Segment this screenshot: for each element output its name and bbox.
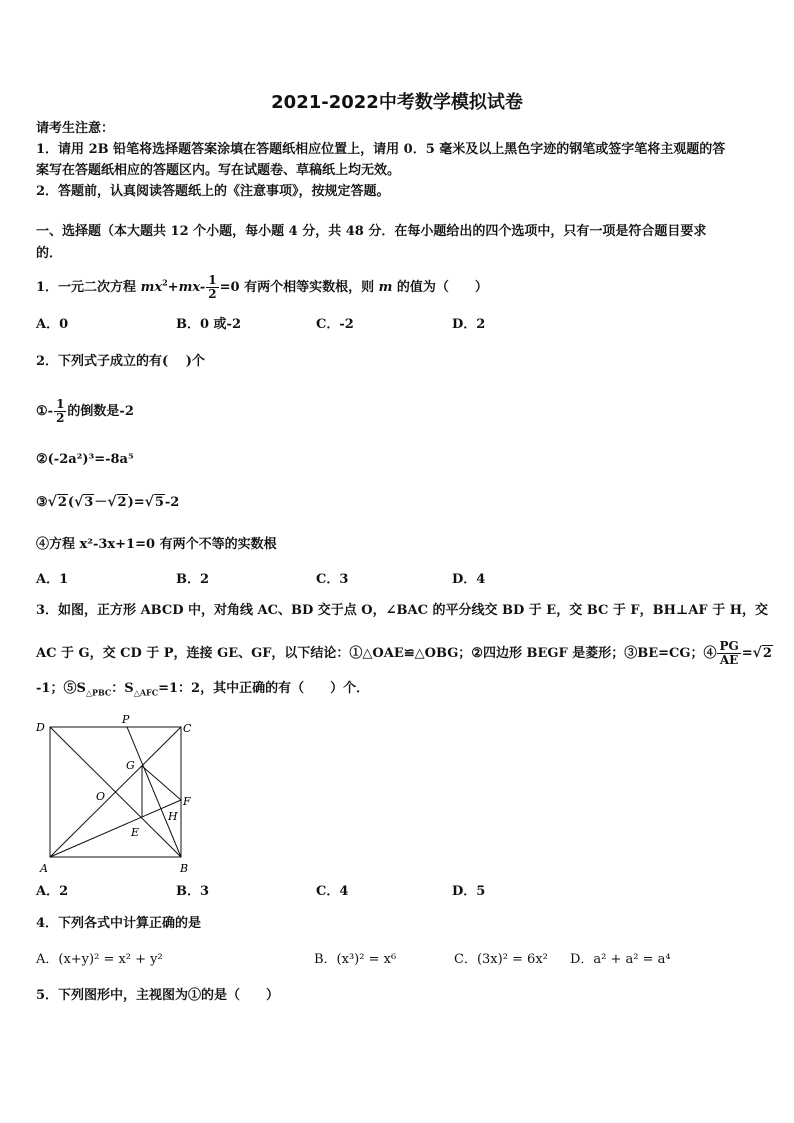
question-3-line-3: -1；$⑤S_{\triangle PBC}$：$S_{\triangle AFC}=1$：2，其中正确的有（ ）个． (36, 681, 370, 698)
page-title: 2021-2022中考数学模拟试卷 (271, 92, 523, 113)
question-3-figure (34, 712, 204, 880)
question-2-statement-2: ②(-2a²)³=-8a⁵ (36, 452, 134, 467)
label-d: D (36, 721, 45, 734)
question-4-stem: 4．下列各式中计算正确的是 (36, 916, 202, 931)
label-c: C (183, 722, 192, 735)
section-heading: 一、选择题（本大题共 12 个小题，每小题 4 分，共 48 分．在每小题给出的四个选项中，只有一项是符合题目要求 (36, 224, 707, 239)
question-2-option-c[interactable]: C．3 (316, 572, 349, 587)
question-4-option-b[interactable]: B．(x³)² = x⁶ (314, 952, 397, 967)
notice-line-1b: 案写在答题纸相应的答题区内。写在试题卷、草稿纸上均无效。 (36, 163, 401, 178)
question-2-option-b[interactable]: B．2 (176, 572, 210, 587)
question-1-option-c[interactable]: C．-2 (316, 317, 354, 332)
question-2-statement-4: ④方程 x²-3x+1=0 有两个不等的实数根 (36, 537, 277, 552)
question-3-option-d[interactable]: D．5 (452, 884, 486, 899)
label-g: G (126, 759, 135, 772)
line-gf (142, 766, 181, 800)
label-p: P (122, 713, 130, 726)
question-3-option-c[interactable]: C．4 (316, 884, 349, 899)
question-1-stem: 1．一元二次方程 $mx^2+mx-$ $\frac{1}{2}$ =0 有两个相等实数根，则 m 的值为（ ） (36, 273, 488, 301)
question-5-stem: 5．下列图形中，主视图为①的是（ ） (36, 988, 280, 1003)
question-2-statement-3: ③√2(√3－√2)=√5-2 (36, 494, 180, 510)
question-2-option-a[interactable]: A．1 (36, 572, 69, 587)
notice-header: 请考生注意： (36, 121, 115, 136)
question-1-option-d[interactable]: D．2 (452, 317, 486, 332)
question-2-stem: 2．下列式子成立的有( )个 (36, 354, 205, 369)
question-4-option-d[interactable]: D．a² + a² = a⁴ (570, 952, 671, 967)
label-e: E (131, 826, 140, 839)
question-1-option-a[interactable]: A．0 (36, 317, 69, 332)
question-3-option-b[interactable]: B．3 (176, 884, 210, 899)
label-f: F (183, 795, 191, 808)
label-h: H (168, 810, 178, 823)
label-b: B (180, 862, 189, 875)
section-heading-cont: 的． (36, 246, 63, 261)
question-2-statement-1: ①- $\frac{1}{2}$ 的倒数是-2 (36, 397, 134, 425)
question-4-option-a[interactable]: A．(x+y)² = x² + y² (36, 952, 163, 967)
question-2-option-d[interactable]: D．4 (452, 572, 486, 587)
notice-line-2: 2．答题前，认真阅读答题纸上的《注意事项》，按规定答题。 (36, 184, 390, 199)
question-3-line-1: 3．如图，正方形 ABCD 中，对角线 AC、BD 交于点 O，∠BAC 的平分线交 BD 于 E，交 BC 于 F，BH⊥AF 于 H，交 (36, 603, 768, 618)
label-o: O (96, 790, 106, 803)
question-3-option-a[interactable]: A．2 (36, 884, 69, 899)
label-a: A (40, 862, 48, 875)
question-4-option-c[interactable]: C．(3x)² = 6x² (454, 952, 548, 967)
notice-line-1a: 1．请用 2B 铅笔将选择题答案涂填在答题纸相应位置上，请用 0．5 毫米及以上黑色字迹的钢笔或签字笔将主观题的答 (36, 142, 726, 157)
question-3-line-2: AC 于 G，交 CD 于 P，连接 GE、GF，以下结论：①△OAE≌△OBG；②四边形 BEGF 是菱形；③BE=CG；④ $\frac{PG}{AE}$ =√2 (36, 639, 772, 667)
question-1-option-b[interactable]: B．0 或-2 (176, 317, 242, 332)
